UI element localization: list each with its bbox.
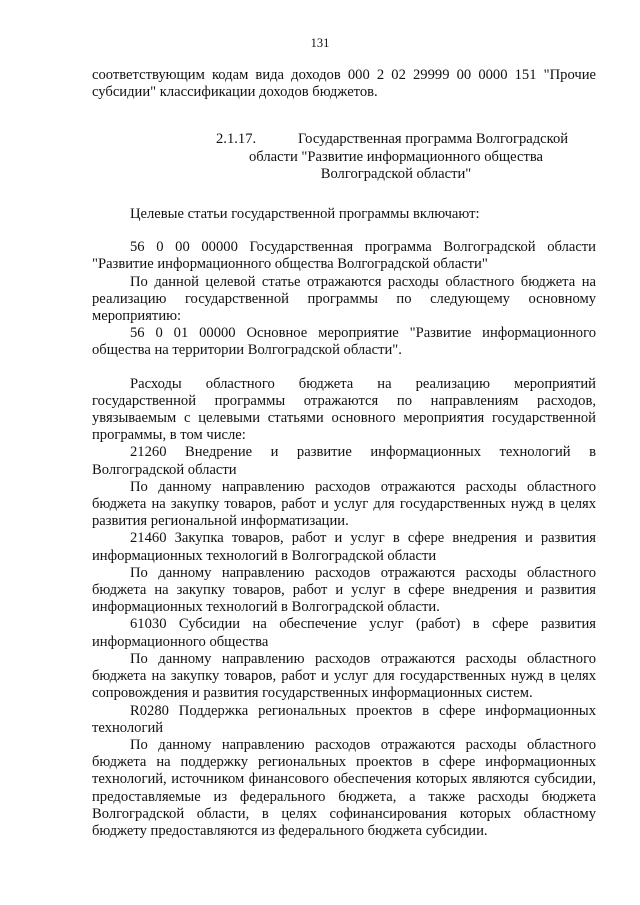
- direction-R0280-description: По данному направлению расходов отражаются расходы областного бюджета на поддержку региональных проектов в сфере информационных технологий, источником финансового обеспечения которых являются субсидии, предоставляемые из федерального бюджета, а также расходы бюджета Волгоградской области, в целях софинансирования которых областному бюджету предоставляются из федерального бюджета субсидии.: [92, 736, 596, 839]
- section-number: 2.1.17.: [216, 131, 257, 148]
- intro-paragraph: соответствующим кодам вида доходов 000 2 02 29999 00 0000 151 "Прочие субсидии" классификации доходов бюджетов.: [92, 67, 596, 101]
- direction-21260: 21260 Внедрение и развитие информационных технологий в Волгоградской области: [92, 444, 596, 478]
- page-number: 131: [310, 36, 330, 50]
- targets-intro: Целевые статьи государственной программы включают:: [130, 206, 480, 223]
- section-title-line-3: Волгоградской области": [320, 165, 472, 182]
- section-title-line-2: области "Развитие информационного общества: [248, 148, 544, 165]
- section-title-line-1: Государственная программа Волгоградской: [298, 131, 569, 148]
- page-content: [92, 67, 596, 840]
- direction-61030-description: По данному направлению расходов отражаются расходы областного бюджета на закупку товаров, работ и услуг для государственных нужд в целях сопровождения и развития государственных информационных систем.: [92, 650, 596, 702]
- direction-21460-description: По данному направлению расходов отражаются расходы областного бюджета на закупку товаров, работ и услуг в сфере внедрения и развития информационных технологий в Волгоградской области.: [92, 564, 596, 616]
- section-heading: [216, 131, 576, 183]
- target-code-560: 56 0 00 00000 Государственная программа Волгоградской области "Развитие информационного общества Волгоградской области": [92, 239, 596, 273]
- direction-61030: 61030 Субсидии на обеспечение услуг (работ) в сфере развития информационного общества: [92, 616, 596, 650]
- target-560-description: По данной целевой статье отражаются расходы областного бюджета на реализацию государственной программы по следующему основному мероприятию:: [92, 273, 596, 325]
- direction-21460: 21460 Закупка товаров, работ и услуг в сфере внедрения и развития информационных технологий в Волгоградской области: [92, 530, 596, 564]
- direction-R0280: R0280 Поддержка региональных проектов в сфере информационных технологий: [92, 702, 596, 736]
- direction-21260-description: По данному направлению расходов отражаются расходы областного бюджета на закупку товаров, работ и услуг для государственных нужд в целях развития региональной информатизации.: [92, 478, 596, 530]
- expenses-paragraph: Расходы областного бюджета на реализацию мероприятий государственной программы отражаются по направлениям расходов, увязываемым с целевыми статьями основного мероприятия государственной программы, в том числе:: [92, 375, 596, 444]
- target-code-56001: 56 0 01 00000 Основное мероприятие "Развитие информационного общества на территории Волгоградской области".: [92, 325, 596, 359]
